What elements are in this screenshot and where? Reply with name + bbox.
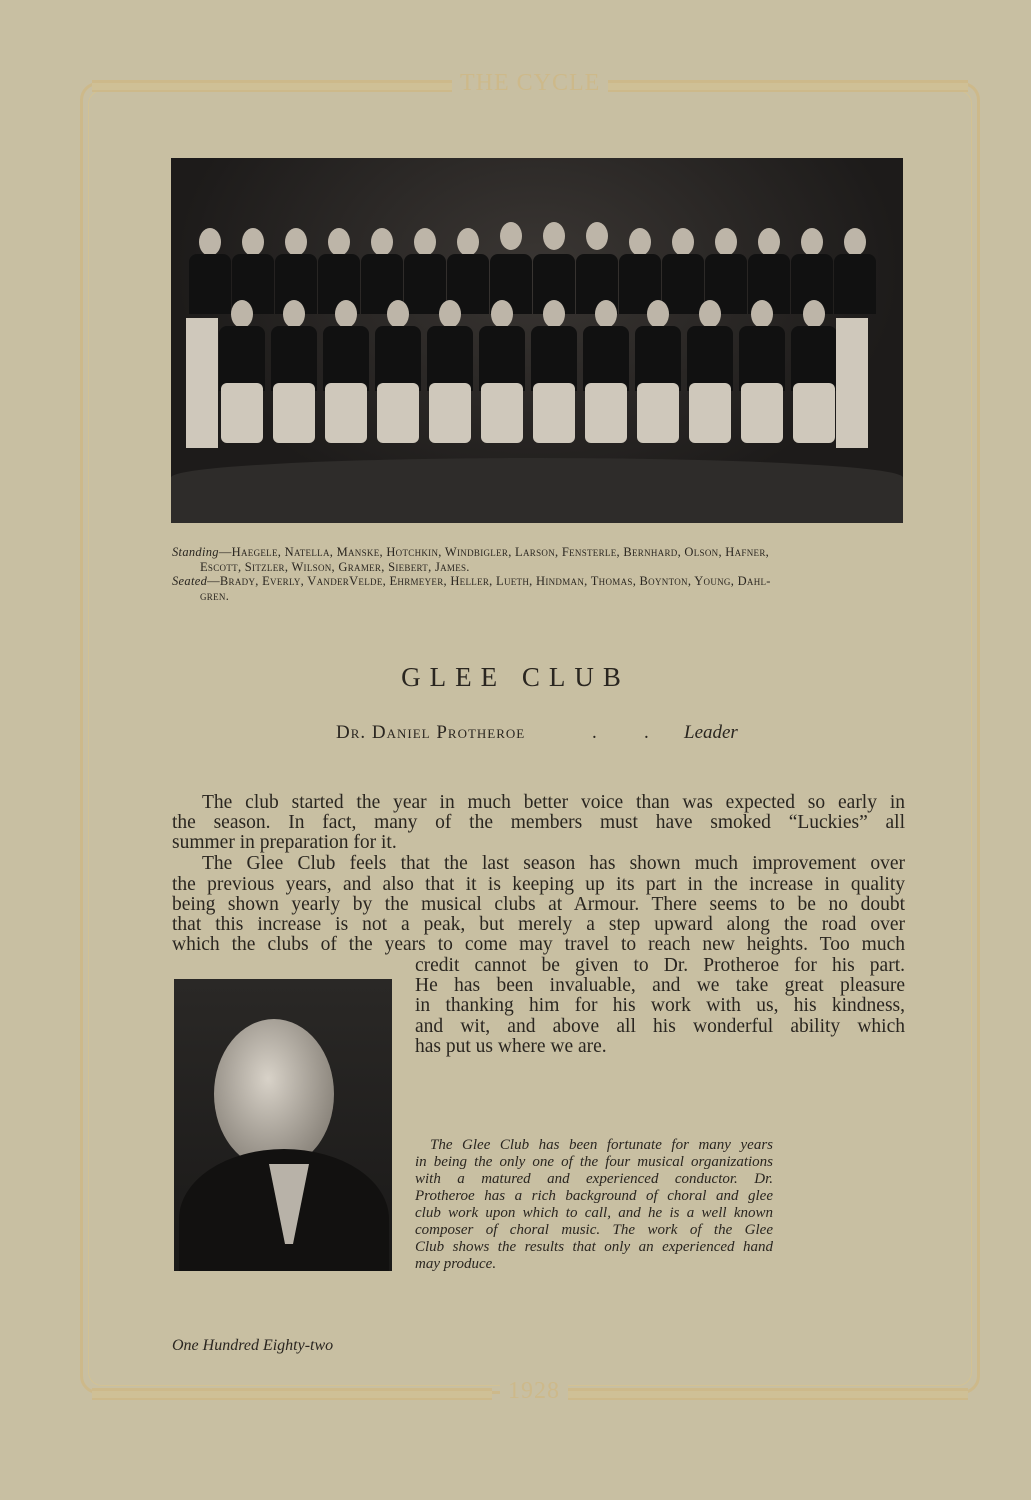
photo-figure [335, 300, 357, 328]
photo-figure [834, 254, 876, 314]
photo-figure [439, 300, 461, 328]
photo-figure [687, 326, 733, 391]
footer-rule-left [92, 1388, 492, 1400]
portrait-caption-line: composer of choral music. The work of the Glee [415, 1222, 773, 1238]
photo-figure [271, 326, 317, 391]
photo-figure [751, 300, 773, 328]
photo-figure [375, 326, 421, 391]
header-rule-right [608, 80, 968, 92]
photo-figure [414, 228, 436, 256]
body-line: that this increase is not a peak, but merely a step upward along the road over [172, 914, 905, 935]
body-line: summer in preparation for it. [172, 832, 397, 853]
photo-figure [479, 326, 525, 391]
photo-figure [531, 326, 577, 391]
photo-figure [285, 228, 307, 256]
body-line: being shown yearly by the musical clubs at Armour. There seems to be no doubt [172, 894, 905, 915]
photo-figure [629, 228, 651, 256]
photo-figure [583, 326, 629, 391]
seated-label: Seated [172, 574, 208, 588]
photo-figure [585, 383, 627, 443]
seated-names-cont: gren. [200, 588, 230, 603]
page-title: GLEE CLUB [401, 662, 630, 692]
portrait-caption-line: club work upon which to call, and he is a well known [415, 1205, 773, 1221]
photo-figure [221, 383, 263, 443]
leader-role: Leader [684, 722, 738, 743]
photo-figure [741, 383, 783, 443]
portrait-caption-line: The Glee Club has been fortunate for many years [430, 1137, 773, 1153]
group-photo [171, 158, 903, 523]
photo-figure [371, 228, 393, 256]
portrait-caption-line: in being the only one of the four musical organizations [415, 1154, 773, 1170]
photo-figure [715, 228, 737, 256]
photo-figure [219, 326, 265, 391]
photo-figure [801, 228, 823, 256]
leader-dot: . [644, 722, 649, 743]
photo-figure [404, 254, 446, 314]
photo-figure [637, 383, 679, 443]
photo-caption [172, 545, 907, 603]
seated-names: —Brady, Everly, VanderVelde, Ehrmeyer, Heller, Lueth, Hindman, Thomas, Boynton, Young, Dahl- [207, 574, 771, 588]
photo-figure [543, 300, 565, 328]
body-line: which the clubs of the years to come may travel to reach new heights. Too much [172, 934, 905, 955]
photo-figure [325, 383, 367, 443]
photo-figure [242, 228, 264, 256]
photo-figure [689, 383, 731, 443]
header-rule-left [92, 80, 452, 92]
photo-figure [283, 300, 305, 328]
photo-figure [543, 222, 565, 250]
body-line: in thanking him for his work with us, his kindness, [415, 995, 905, 1016]
photo-figure [328, 228, 350, 256]
portrait-caption-line: with a matured and experienced conductor. Dr. [415, 1171, 773, 1187]
body-line: The Glee Club feels that the last season has shown much improvement over [202, 853, 905, 874]
portrait-photo [174, 979, 392, 1271]
standing-names: —Haegele, Natella, Manske, Hotchkin, Windbigler, Larson, Fensterle, Bernhard, Olson, Hafner, [218, 545, 770, 559]
photo-figure [199, 228, 221, 256]
photo-figure [699, 300, 721, 328]
body-line: He has been invaluable, and we take great pleasure [415, 975, 905, 996]
photo-figure [758, 228, 780, 256]
photo-figure [662, 254, 704, 314]
photo-figure [377, 383, 419, 443]
photo-figure [171, 458, 903, 523]
photo-figure [647, 300, 669, 328]
photo-figure [189, 254, 231, 314]
photo-figure [844, 228, 866, 256]
portrait-caption-line: may produce. [415, 1256, 497, 1272]
photo-figure [793, 383, 835, 443]
body-line: the season. In fact, many of the members must have smoked “Luckies” all [172, 812, 905, 833]
photo-figure [791, 326, 837, 391]
photo-figure [429, 383, 471, 443]
body-line: credit cannot be given to Dr. Protheroe for his part. [415, 955, 905, 976]
photo-figure [635, 326, 681, 391]
portrait-caption-line: Club shows the results that only an experienced hand [415, 1239, 773, 1255]
photo-figure [672, 228, 694, 256]
running-header: THE CYCLE [452, 70, 608, 97]
photo-figure [427, 326, 473, 391]
photo-figure [387, 300, 409, 328]
photo-figure [186, 318, 218, 448]
footer-rule-right [568, 1388, 968, 1400]
body-line: The club started the year in much better voice than was expected so early in [202, 792, 905, 813]
photo-figure [481, 383, 523, 443]
photo-figure [595, 300, 617, 328]
photo-figure [803, 300, 825, 328]
photo-figure [739, 326, 785, 391]
photo-figure [500, 222, 522, 250]
photo-figure [491, 300, 513, 328]
photo-figure [323, 326, 369, 391]
photo-figure [836, 318, 868, 448]
body-line: and wit, and above all his wonderful ability which [415, 1016, 905, 1037]
body-line: has put us where we are. [415, 1036, 607, 1057]
photo-figure [231, 300, 253, 328]
running-footer: 1928 [500, 1378, 568, 1405]
photo-figure [586, 222, 608, 250]
photo-figure [273, 383, 315, 443]
portrait-caption-line: Protheroe has a rich background of choral and glee [415, 1188, 773, 1204]
leader-dot: . [592, 722, 597, 743]
standing-label: Standing [172, 545, 219, 559]
body-line: the previous years, and also that it is keeping up its part in the increase in quality [172, 874, 905, 895]
photo-figure [457, 228, 479, 256]
page-number: One Hundred Eighty-two [172, 1337, 334, 1354]
leader-name: Dr. Daniel Protheroe [336, 722, 526, 743]
photo-figure [533, 383, 575, 443]
standing-names-cont: Escott, Sitzler, Wilson, Gramer, Siebert, James. [200, 559, 470, 574]
